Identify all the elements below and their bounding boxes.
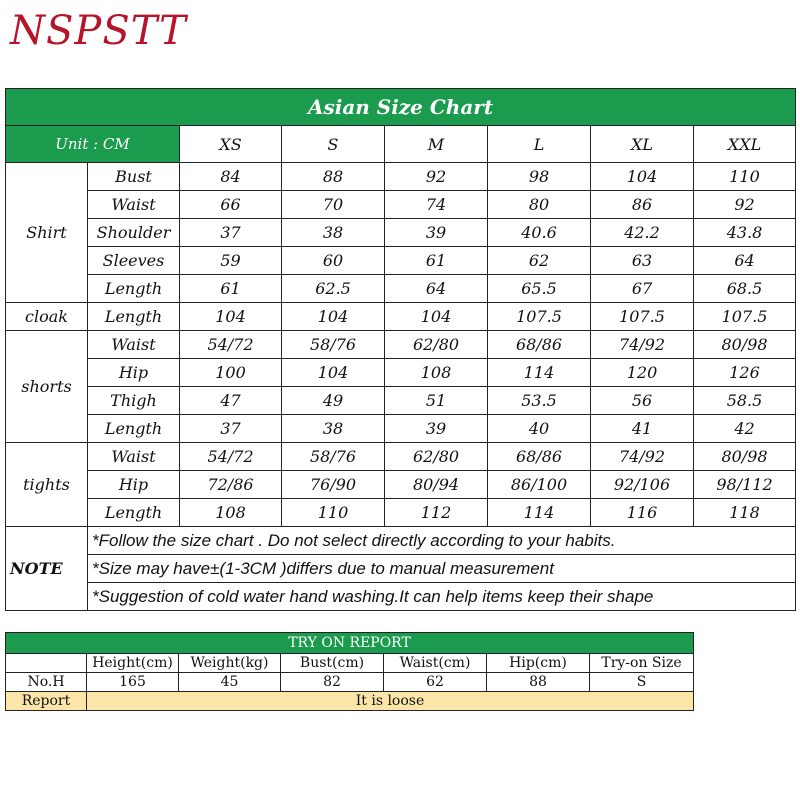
category-label: shorts xyxy=(6,331,88,443)
measurement-value: 62 xyxy=(488,247,591,275)
measurement-value: 74 xyxy=(385,191,488,219)
measurement-value: 63 xyxy=(591,247,694,275)
measurement-label: Sleeves xyxy=(88,247,180,275)
try-on-title: TRY ON REPORT xyxy=(6,633,694,654)
note-text: *Size may have±(1-3CM )differs due to manual measurement xyxy=(88,555,796,583)
unit-label: Unit : CM xyxy=(6,126,180,163)
measurement-label: Length xyxy=(88,415,180,443)
measurement-value: 54/72 xyxy=(180,331,282,359)
note-text: *Suggestion of cold water hand washing.It can help items keep their shape xyxy=(88,583,796,611)
measurement-value: 104 xyxy=(180,303,282,331)
measurement-value: 40 xyxy=(488,415,591,443)
table-row xyxy=(6,443,796,471)
category-label: cloak xyxy=(6,303,88,331)
measurement-value: 110 xyxy=(694,163,796,191)
try-on-corner-cell xyxy=(6,654,87,673)
report-text: It is loose xyxy=(87,692,694,711)
size-header-cell: M xyxy=(385,126,488,163)
measurement-value: 60 xyxy=(282,247,385,275)
table-row xyxy=(6,471,796,499)
measurement-label: Hip xyxy=(88,471,180,499)
size-header-cell: XS xyxy=(180,126,282,163)
table-row xyxy=(6,191,796,219)
measurement-value: 114 xyxy=(488,499,591,527)
measurement-value: 76/90 xyxy=(282,471,385,499)
measurement-value: 61 xyxy=(180,275,282,303)
try-on-value-cell: 88 xyxy=(487,673,590,692)
table-row xyxy=(6,163,796,191)
measurement-value: 37 xyxy=(180,219,282,247)
table-row xyxy=(6,499,796,527)
note-row xyxy=(6,527,796,555)
measurement-value: 86/100 xyxy=(488,471,591,499)
measurement-value: 112 xyxy=(385,499,488,527)
measurement-value: 98 xyxy=(488,163,591,191)
try-on-value-cell: S xyxy=(590,673,694,692)
measurement-value: 47 xyxy=(180,387,282,415)
note-text: *Follow the size chart . Do not select directly according to your habits. xyxy=(88,527,796,555)
measurement-value: 100 xyxy=(180,359,282,387)
measurement-value: 104 xyxy=(591,163,694,191)
try-on-value-cell: 45 xyxy=(179,673,281,692)
measurement-value: 88 xyxy=(282,163,385,191)
try-on-report-table xyxy=(5,632,694,711)
report-label: Report xyxy=(6,692,87,711)
measurement-value: 118 xyxy=(694,499,796,527)
table-row xyxy=(6,415,796,443)
measurement-label: Waist xyxy=(88,331,180,359)
measurement-value: 98/112 xyxy=(694,471,796,499)
measurement-value: 49 xyxy=(282,387,385,415)
measurement-label: Length xyxy=(88,275,180,303)
measurement-value: 39 xyxy=(385,415,488,443)
measurement-value: 74/92 xyxy=(591,331,694,359)
try-on-header-cell: Weight(kg) xyxy=(179,654,281,673)
measurement-value: 80/98 xyxy=(694,331,796,359)
size-chart-title: Asian Size Chart xyxy=(6,89,796,126)
try-on-header-cell: Waist(cm) xyxy=(384,654,487,673)
measurement-value: 80/94 xyxy=(385,471,488,499)
measurement-value: 61 xyxy=(385,247,488,275)
measurement-value: 64 xyxy=(385,275,488,303)
measurement-value: 40.6 xyxy=(488,219,591,247)
note-row xyxy=(6,555,796,583)
brand-logo: NSPSTT xyxy=(10,8,187,54)
measurement-value: 104 xyxy=(282,303,385,331)
measurement-value: 92/106 xyxy=(591,471,694,499)
measurement-value: 42.2 xyxy=(591,219,694,247)
try-on-value-cell: 82 xyxy=(281,673,384,692)
measurement-value: 62/80 xyxy=(385,331,488,359)
measurement-value: 108 xyxy=(180,499,282,527)
measurement-value: 80/98 xyxy=(694,443,796,471)
measurement-value: 59 xyxy=(180,247,282,275)
measurement-value: 41 xyxy=(591,415,694,443)
size-header-cell: L xyxy=(488,126,591,163)
measurement-value: 114 xyxy=(488,359,591,387)
try-on-header-cell: Height(cm) xyxy=(87,654,179,673)
try-on-header-cell: Bust(cm) xyxy=(281,654,384,673)
measurement-value: 107.5 xyxy=(488,303,591,331)
table-row xyxy=(6,247,796,275)
table-row xyxy=(6,219,796,247)
measurement-value: 38 xyxy=(282,415,385,443)
measurement-value: 108 xyxy=(385,359,488,387)
table-row xyxy=(6,303,796,331)
size-header-cell: XL xyxy=(591,126,694,163)
measurement-value: 38 xyxy=(282,219,385,247)
size-chart-table xyxy=(5,88,796,611)
measurement-value: 68.5 xyxy=(694,275,796,303)
measurement-label: Waist xyxy=(88,191,180,219)
measurement-value: 86 xyxy=(591,191,694,219)
measurement-value: 107.5 xyxy=(694,303,796,331)
measurement-value: 72/86 xyxy=(180,471,282,499)
try-on-row-label: No.H xyxy=(6,673,87,692)
measurement-value: 58/76 xyxy=(282,331,385,359)
measurement-value: 74/92 xyxy=(591,443,694,471)
measurement-value: 126 xyxy=(694,359,796,387)
measurement-value: 120 xyxy=(591,359,694,387)
note-row xyxy=(6,583,796,611)
measurement-value: 80 xyxy=(488,191,591,219)
measurement-label: Thigh xyxy=(88,387,180,415)
measurement-value: 42 xyxy=(694,415,796,443)
measurement-value: 116 xyxy=(591,499,694,527)
measurement-value: 62/80 xyxy=(385,443,488,471)
measurement-value: 110 xyxy=(282,499,385,527)
measurement-value: 53.5 xyxy=(488,387,591,415)
measurement-value: 54/72 xyxy=(180,443,282,471)
measurement-label: Hip xyxy=(88,359,180,387)
measurement-value: 58.5 xyxy=(694,387,796,415)
table-row xyxy=(6,331,796,359)
measurement-value: 107.5 xyxy=(591,303,694,331)
measurement-value: 104 xyxy=(282,359,385,387)
category-label: Shirt xyxy=(6,163,88,303)
note-label: NOTE xyxy=(6,527,88,611)
try-on-header-cell: Try-on Size xyxy=(590,654,694,673)
measurement-value: 51 xyxy=(385,387,488,415)
size-header-cell: S xyxy=(282,126,385,163)
measurement-label: Waist xyxy=(88,443,180,471)
measurement-value: 64 xyxy=(694,247,796,275)
table-row xyxy=(6,275,796,303)
try-on-header-cell: Hip(cm) xyxy=(487,654,590,673)
measurement-value: 65.5 xyxy=(488,275,591,303)
measurement-label: Bust xyxy=(88,163,180,191)
measurement-value: 66 xyxy=(180,191,282,219)
measurement-value: 104 xyxy=(385,303,488,331)
measurement-value: 84 xyxy=(180,163,282,191)
measurement-value: 92 xyxy=(385,163,488,191)
measurement-value: 70 xyxy=(282,191,385,219)
measurement-value: 39 xyxy=(385,219,488,247)
measurement-value: 43.8 xyxy=(694,219,796,247)
measurement-value: 37 xyxy=(180,415,282,443)
try-on-value-cell: 62 xyxy=(384,673,487,692)
table-row xyxy=(6,359,796,387)
measurement-value: 67 xyxy=(591,275,694,303)
measurement-value: 68/86 xyxy=(488,331,591,359)
try-on-value-cell: 165 xyxy=(87,673,179,692)
measurement-value: 58/76 xyxy=(282,443,385,471)
measurement-label: Length xyxy=(88,303,180,331)
measurement-value: 56 xyxy=(591,387,694,415)
measurement-label: Shoulder xyxy=(88,219,180,247)
measurement-value: 68/86 xyxy=(488,443,591,471)
size-header-cell: XXL xyxy=(694,126,796,163)
category-label: tights xyxy=(6,443,88,527)
measurement-value: 62.5 xyxy=(282,275,385,303)
table-row xyxy=(6,387,796,415)
measurement-label: Length xyxy=(88,499,180,527)
measurement-value: 92 xyxy=(694,191,796,219)
